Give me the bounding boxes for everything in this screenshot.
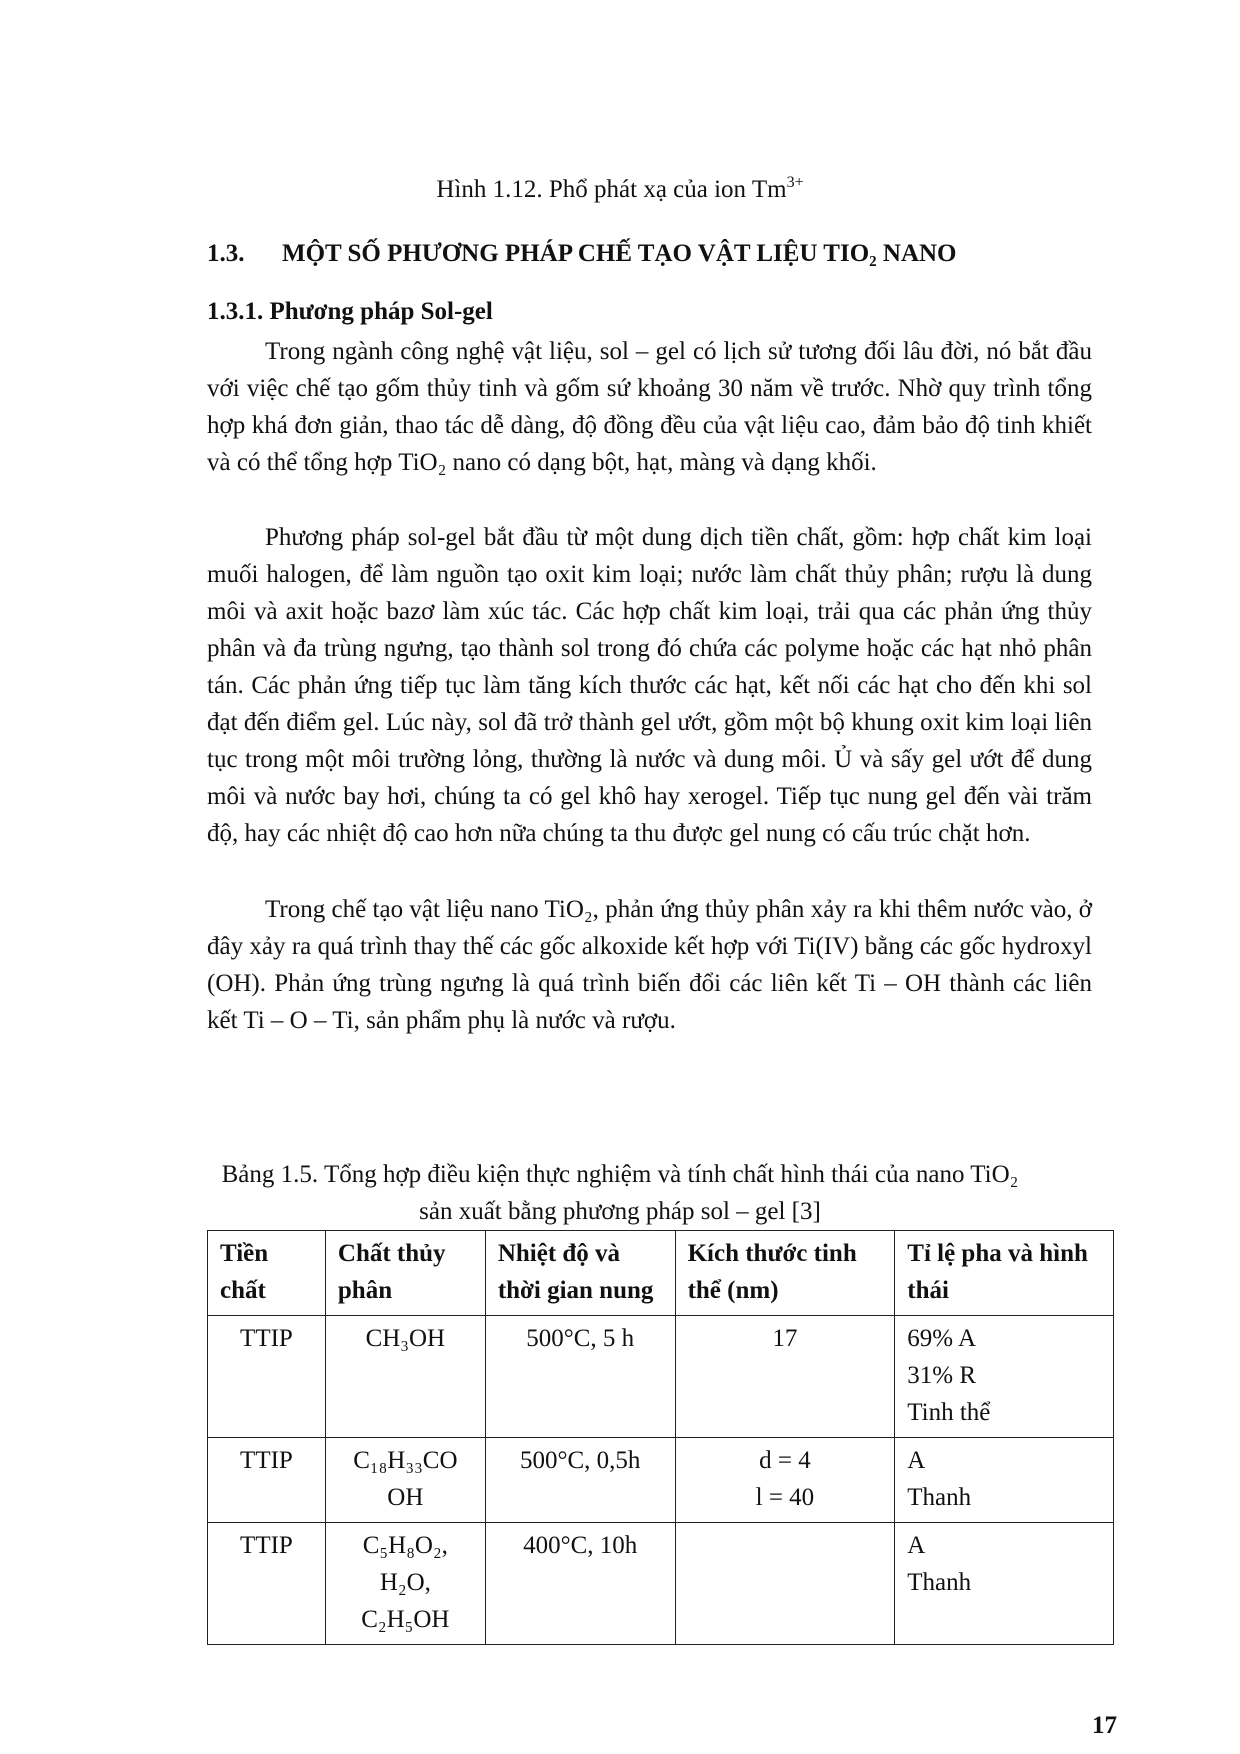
table-header-row xyxy=(208,1231,1114,1316)
header-precursor: Tiền chất xyxy=(208,1231,326,1316)
figure-caption: Hình 1.12. Phổ phát xạ của ion $Tm^{3+}$ xyxy=(436,174,804,203)
page-number: 17 xyxy=(1092,1712,1117,1739)
figure-caption-superscript: 3+ xyxy=(786,174,804,191)
cell-phase: A Thanh xyxy=(895,1523,1114,1645)
cell-calcination: 400°C, 10h xyxy=(485,1523,675,1645)
cell-size: d = 4 l = 40 xyxy=(675,1438,895,1523)
paragraph-intro: Trong ngành công nghệ vật liệu, sol – gel có lịch sử tương đối lâu đời, nó bắt đầu với việc chế tạo gốm thủy tinh và gốm sứ khoảng 30 năm về trước. Nhờ quy trình tổng hợp khá đơn giản, thao tác dễ dàng, độ đồng đều của vật liệu cao, đảm bảo độ tinh khiết và có thể tổng hợp TiO₂ nano có dạng bột, hạt, màng và dạng khối. xyxy=(207,338,1092,476)
cell-phase: 69% A 31% R Tinh thể xyxy=(895,1316,1114,1438)
subsection-title: 1.3.1. Phương pháp Sol-gel xyxy=(207,298,493,325)
cell-phase: A Thanh xyxy=(895,1438,1114,1523)
cell-hydrolysis: CH₃OH xyxy=(325,1316,485,1438)
cell-size xyxy=(675,1523,895,1645)
table-row xyxy=(208,1316,1114,1438)
header-calcination: Nhiệt độ và thời gian nung xyxy=(485,1231,675,1316)
cell-size: 17 xyxy=(675,1316,895,1438)
table-row xyxy=(208,1523,1114,1645)
cell-precursor: TTIP xyxy=(208,1523,326,1645)
cell-calcination: 500°C, 5 h xyxy=(485,1316,675,1438)
cell-hydrolysis: C₅H₈O₂, H₂O, C₂H₅OH xyxy=(325,1523,485,1645)
section-title: MỘT SỐ PHƯƠNG PHÁP CHẾ TẠO VẬT LIỆU TIO₂ NANO xyxy=(282,240,957,267)
cell-precursor: TTIP xyxy=(208,1316,326,1438)
synthesis-table xyxy=(207,1230,1114,1645)
table-caption-line-1: Bảng 1.5. Tổng hợp điều kiện thực nghiệm và tính chất hình thái của nano TiO₂ xyxy=(221,1161,1019,1188)
cell-calcination: 500°C, 0,5h xyxy=(485,1438,675,1523)
paragraph-process: Phương pháp sol-gel bắt đầu từ một dung dịch tiền chất, gồm: hợp chất kim loại muối halogen, để làm nguồn tạo oxit kim loại; nước làm chất thủy phân; rượu là dung môi và axit hoặc bazơ làm xúc tác. Các hợp chất kim loại, trải qua các phản ứng thủy phân và đa trùng ngưng, tạo thành sol trong đó chứa các polyme hoặc các hạt nhỏ phân tán. Các phản ứng tiếp tục làm tăng kích thước các hạt, kết nối các hạt cho đến khi sol đạt đến điểm gel. Lúc này, sol đã trở thành gel ướt, gồm một bộ khung oxit kim loại liên tục trong một môi trường lỏng, thường là nước và dung môi. Ủ và sấy gel ướt để dung môi và nước bay hơi, chúng ta có gel khô hay xerogel. Tiếp tục nung gel đến vài trăm độ, hay các nhiệt độ cao hơn nữa chúng ta thu được gel nung có cấu trúc chặt hơn. xyxy=(207,524,1092,847)
header-crystal-size: Kích thước tinh thể (nm) xyxy=(675,1231,895,1316)
table-caption-line-2: sản xuất bằng phương pháp sol – gel [3] xyxy=(419,1198,821,1225)
header-phase-morphology: Tỉ lệ pha và hình thái xyxy=(895,1231,1114,1316)
cell-hydrolysis: C₁₈H₃₃CO OH xyxy=(325,1438,485,1523)
cell-precursor: TTIP xyxy=(208,1438,326,1523)
table-row xyxy=(208,1438,1114,1523)
section-number: 1.3. xyxy=(207,240,245,267)
header-hydrolysis-agent: Chất thủy phân xyxy=(325,1231,485,1316)
table-caption xyxy=(0,1156,1240,1230)
paragraph-tio2: Trong chế tạo vật liệu nano TiO₂, phản ứng thủy phân xảy ra khi thêm nước vào, ở đây xảy ra quá trình thay thế các gốc alkoxide kết hợp với Ti(IV) bằng các gốc hydroxyl (OH). Phản ứng trùng ngưng là quá trình biến đổi các liên kết Ti – OH thành các liên kết Ti – O – Ti, sản phẩm phụ là nước và rượu. xyxy=(207,896,1092,1034)
